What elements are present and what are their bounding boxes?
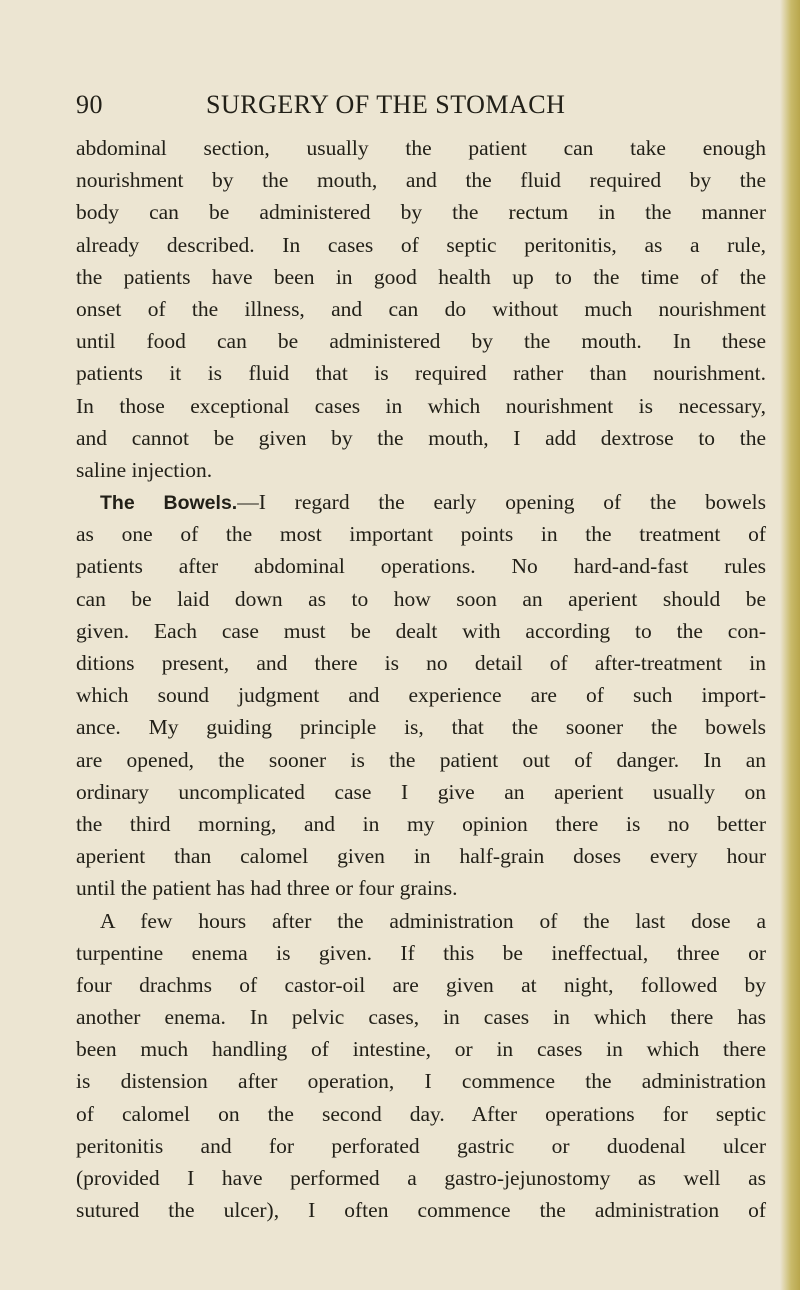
text-line: already described. In cases of septic peritonitis, as a rule, [76, 232, 766, 257]
text-line: sutured the ulcer), I often commence the administration of [76, 1198, 766, 1223]
text-line: four drachms of castor-oil are given at night, followed by [76, 972, 766, 997]
section-heading: The Bowels. [100, 492, 238, 515]
text-line: patients after abdominal operations. No hard-and-fast rules [76, 554, 766, 579]
text-line: saline injection. [76, 457, 213, 482]
text-line: ordinary uncomplicated case I give an aperient usually on [76, 779, 766, 804]
running-title: SURGERY OF THE STOMACH [206, 90, 566, 119]
text-line: until the patient has had three or four grains. [76, 876, 458, 901]
text-body [76, 132, 766, 1226]
text-line: are opened, the sooner is the patient out of danger. In an [76, 747, 766, 772]
text-line: In those exceptional cases in which nourishment is necessary, [76, 393, 766, 418]
text-line: (provided I have performed a gastro-jejunostomy as well as [76, 1166, 766, 1190]
text-line: another enema. In pelvic cases, in cases in which there has [76, 1005, 766, 1030]
text-line: body can be administered by the rectum in the manner [76, 200, 766, 225]
text-line: nourishment by the mouth, and the fluid required by the [76, 168, 766, 193]
text-line: A few hours after the administration of the last dose a [100, 908, 766, 933]
text-line: of calomel on the second day. After operations for septic [76, 1101, 766, 1126]
text-line: turpentine enema is given. If this be ineffectual, three or [76, 940, 766, 965]
running-head [76, 90, 616, 126]
text-line: as one of the most important points in the treatment of [76, 522, 766, 547]
text-line: can be laid down as to how soon an aperient should be [76, 586, 766, 611]
text-line: aperient than calomel given in half-grain doses every hour [76, 844, 766, 869]
text-line: and cannot be given by the mouth, I add dextrose to the [76, 425, 766, 450]
text-line: ditions present, and there is no detail of after-treatment in [76, 651, 766, 675]
page-number: 90 [76, 90, 103, 119]
text-line: ance. My guiding principle is, that the sooner the bowels [76, 715, 766, 740]
text-line: abdominal section, usually the patient can take enough [76, 136, 766, 160]
text-line-with-heading [76, 486, 766, 518]
text-line: the third morning, and in my opinion there is no better [76, 811, 766, 836]
text-line: onset of the illness, and can do without much nourishment [76, 296, 766, 321]
text-line: patients it is fluid that is required rather than nourishment. [76, 361, 766, 386]
text-line: given. Each case must be dealt with according to the con- [76, 618, 766, 643]
text-line: until food can be administered by the mouth. In these [76, 329, 766, 354]
text-line: which sound judgment and experience are of such import- [76, 683, 766, 708]
text-line: peritonitis and for perforated gastric or duodenal ulcer [76, 1133, 766, 1158]
text-line: been much handling of intestine, or in cases in which there [76, 1037, 766, 1062]
page-edge-shadow [780, 0, 800, 1290]
text-line: the patients have been in good health up to the time of the [76, 264, 766, 289]
heading-line-text: —I regard the early opening of the bowels [237, 490, 766, 515]
text-line: is distension after operation, I commence the administration [76, 1069, 766, 1094]
